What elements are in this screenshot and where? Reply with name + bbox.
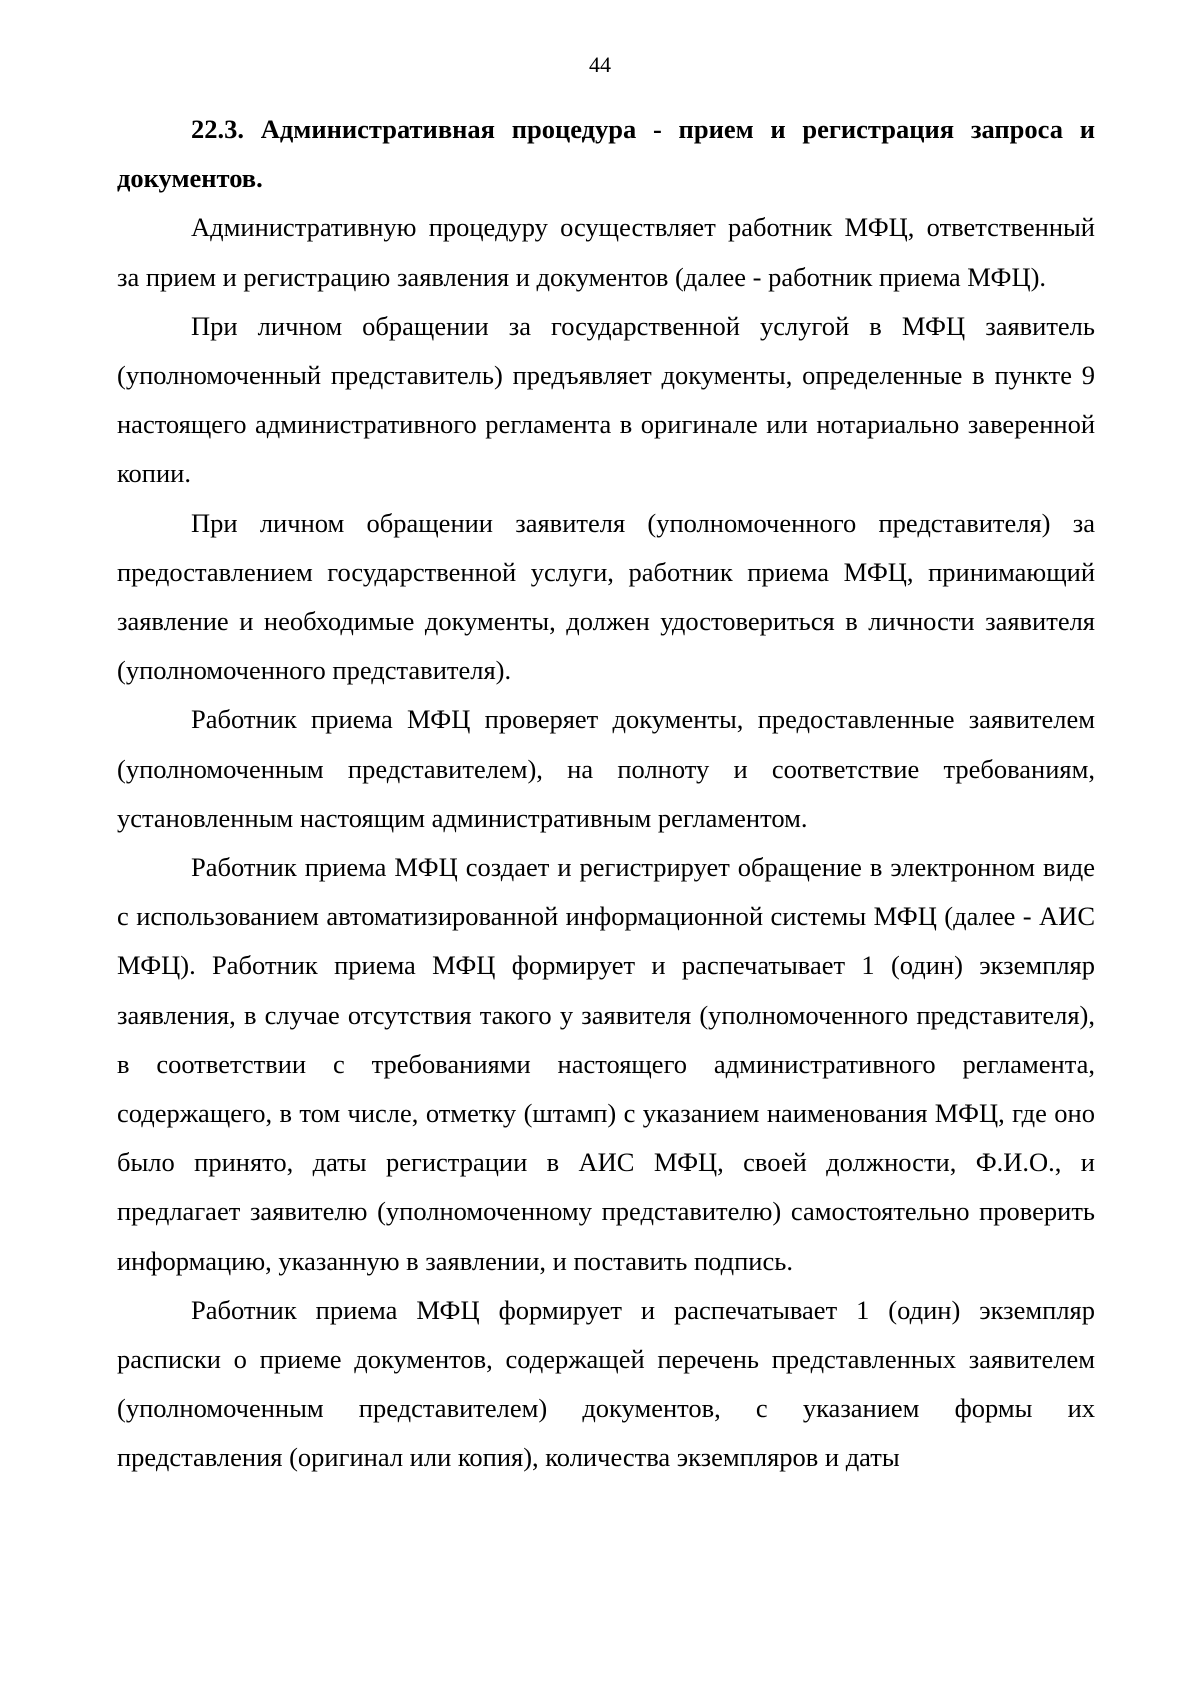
paragraph-2: При личном обращении за государственной услугой в МФЦ заявитель (уполномоченный представитель) предъявляет документы, определенные в пункте 9 настоящего административного регламента в оригинале или нотариально заверенной копии. — [117, 310, 1095, 489]
section-heading: 22.3. Административная процедура - прием и регистрация запроса и документов. — [117, 114, 1095, 194]
page-number: 44 — [589, 52, 611, 77]
paragraph-5: Работник приема МФЦ создает и регистрирует обращение в электронном виде с использованием автоматизированной информационной системы МФЦ (далее - АИС МФЦ). Работник приема МФЦ формирует и распечатывает 1 (один) экземпляр заявления, в случае отсутствия такого у заявителя (уполномоченного представителя), в соответствии с требованиями настоящего административного регламента, содержащего, в том числе, отметку (штамп) с указанием наименования МФЦ, где оно было принято, даты регистрации в АИС МФЦ, своей должности, Ф.И.О., и предлагает заявителю (уполномоченному представителю) самостоятельно проверить информацию, указанную в заявлении, и поставить подпись. — [117, 852, 1095, 1276]
paragraph-6: Работник приема МФЦ формирует и распечатывает 1 (один) экземпляр расписки о приеме документов, содержащей перечень представленных заявителем (уполномоченным представителем) документов, с указанием формы их представления (оригинал или копия), количества экземпляров и даты — [117, 1294, 1095, 1473]
paragraph-1: Административную процедуру осуществляет работник МФЦ, ответственный за прием и регистрацию заявления и документов (далее - работник приема МФЦ). — [117, 212, 1095, 292]
paragraph-4: Работник приема МФЦ проверяет документы, предоставленные заявителем (уполномоченным представителем), на полноту и соответствие требованиям, установленным настоящим административным регламентом. — [117, 704, 1095, 833]
paragraph-3: При личном обращении заявителя (уполномоченного представителя) за предоставлением государственной услуги, работник приема МФЦ, принимающий заявление и необходимые документы, должен удостовериться в личности заявителя (уполномоченного представителя). — [117, 507, 1095, 686]
document-body — [117, 105, 1095, 1483]
